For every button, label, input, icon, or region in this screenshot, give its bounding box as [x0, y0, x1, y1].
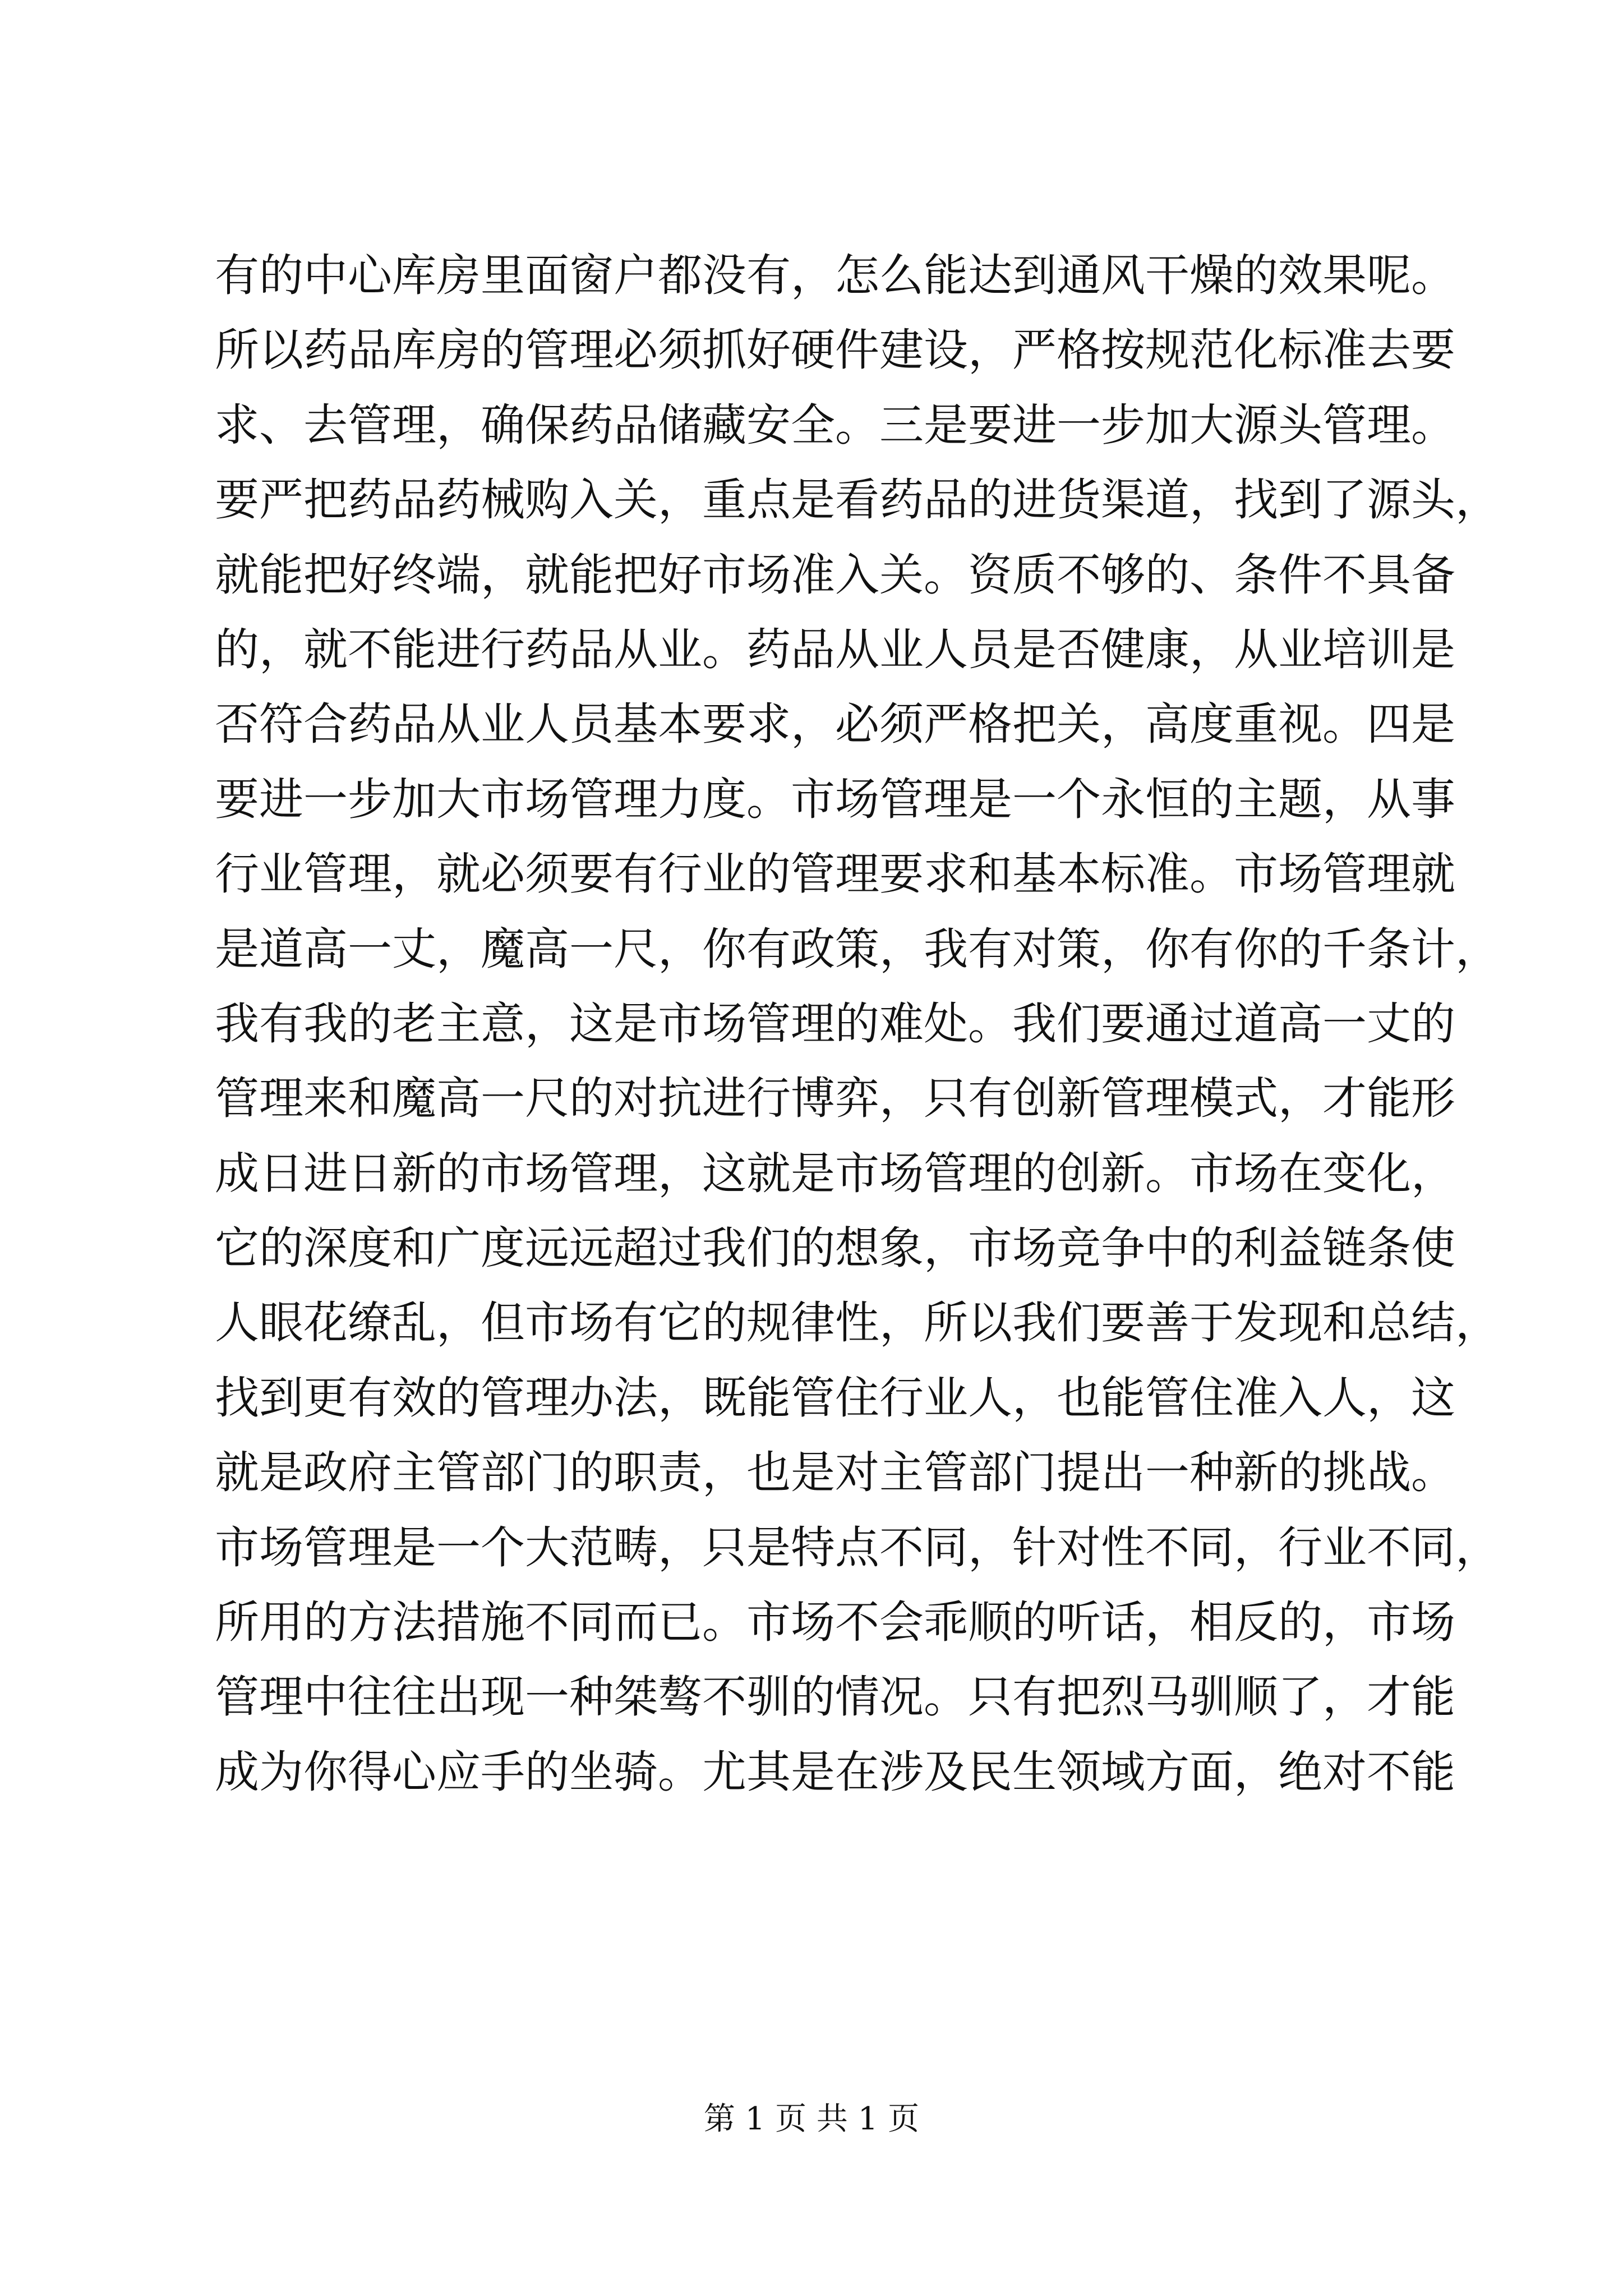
text-line: 找到更有效的管理办法，既能管住行业人，也能管住准入人，这 — [215, 1372, 1455, 1424]
text-line: 是道高一丈，魔高一尺，你有政策，我有对策，你有你的千条计， — [215, 923, 1500, 975]
text-line: 管理中往往出现一种桀骜不驯的情况。只有把烈马驯顺了，才能 — [215, 1671, 1455, 1723]
page-footer: 第 1 页 共 1 页 — [703, 2101, 920, 2137]
text-line: 人眼花缭乱，但市场有它的规律性，所以我们要善于发现和总结， — [215, 1297, 1500, 1349]
text-line: 市场管理是一个大范畴，只是特点不同，针对性不同，行业不同， — [215, 1521, 1500, 1573]
text-line: 所用的方法措施不同而已。市场不会乖顺的听话，相反的，市场 — [215, 1596, 1455, 1649]
text-line: 它的深度和广度远远超过我们的想象，市场竞争中的利益链条使 — [215, 1222, 1455, 1274]
text-line: 就是政府主管部门的职责，也是对主管部门提出一种新的挑战。 — [215, 1447, 1455, 1499]
text-line: 所以药品库房的管理必须抓好硬件建设，严格按规范化标准去要 — [215, 324, 1455, 376]
text-line: 要严把药品药械购入关，重点是看药品的进货渠道，找到了源头， — [215, 474, 1500, 526]
text-line: 要进一步加大市场管理力度。市场管理是一个永恒的主题，从事 — [215, 773, 1455, 825]
text-line: 行业管理，就必须要有行业的管理要求和基本标准。市场管理就 — [215, 848, 1455, 900]
text-line: 有的中心库房里面窗户都没有，怎么能达到通风干燥的效果呢。 — [215, 250, 1455, 301]
text-line: 就能把好终端，就能把好市场准入关。资质不够的、条件不具备 — [215, 549, 1455, 601]
text-line: 否符合药品从业人员基本要求，必须严格把关，高度重视。四是 — [215, 698, 1455, 751]
text-line: 管理来和魔高一尺的对抗进行博弈，只有创新管理模式，才能形 — [215, 1073, 1455, 1125]
text-line: 的，就不能进行药品从业。药品从业人员是否健康，从业培训是 — [215, 623, 1455, 675]
body-text — [215, 238, 1500, 1810]
text-line: 成日进日新的市场管理，这就是市场管理的创新。市场在变化， — [215, 1147, 1455, 1199]
text-line: 我有我的老主意，这是市场管理的难处。我们要通过道高一丈的 — [215, 997, 1455, 1050]
text-line: 成为你得心应手的坐骑。尤其是在涉及民生领域方面，绝对不能 — [215, 1746, 1455, 1798]
text-line: 求、去管理，确保药品储藏安全。三是要进一步加大源头管理。 — [215, 399, 1455, 451]
